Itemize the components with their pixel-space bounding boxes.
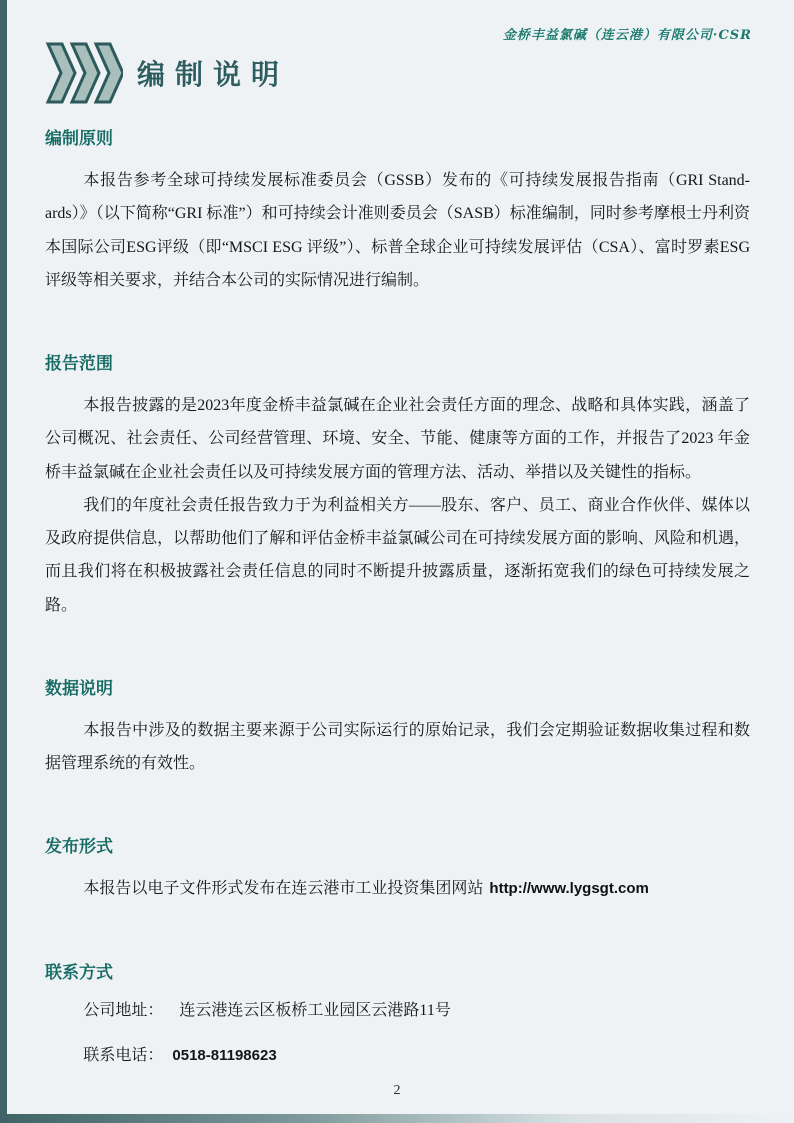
section-paragraph: 本报告中涉及的数据主要来源于公司实际运行的原始记录，我们会定期验证数据收集过程和数据管理系统的有效性。 (45, 721, 750, 773)
section-contact-info (45, 958, 750, 1069)
left-edge-strip (0, 0, 7, 1123)
page-number: 2 (393, 1083, 401, 1098)
section-heading: 联系方式 (45, 962, 113, 982)
section-report-scope (45, 349, 750, 622)
page-title: 编制说明 (137, 59, 290, 90)
section-heading: 发布形式 (45, 837, 113, 857)
section-paragraph: 我们的年度社会责任报告致力于为利益相关方——股东、客户、员工、商业合作伙伴、媒体以及政府提供信息，以帮助他们了解和评估金桥丰益氯碱公司在可持续发展方面的影响、风险和机遇，而且我们将在积极披露社会责任信息的同时不断提升披露质量，逐渐拓宽我们的绿色可持续发展之路。 (45, 496, 750, 614)
contact-phone-row (45, 1043, 750, 1069)
section-heading: 报告范围 (45, 354, 113, 374)
section-paragraph: 本报告披露的是2023年度金桥丰益氯碱在企业社会责任方面的理念、战略和具体实践，涵盖了公司概况、社会责任、公司经营管理、环境、安全、节能、健康等方面的工作，并报告了2023 年金桥丰益氯碱在企业社会责任以及可持续发展方面的管理方法、活动、举措以及关键性的指标。 (45, 397, 750, 481)
website-link[interactable]: http://www.lygsgt.com (489, 880, 649, 898)
address-label: 公司地址： (83, 1001, 164, 1019)
header-company-name: 金桥丰益氯碱（连云港）有限公司·CSR (502, 28, 752, 43)
section-paragraph (45, 872, 750, 905)
address-value: 连云港连云区板桥工业园区云港路11号 (179, 1001, 451, 1019)
triple-chevron-icon (45, 42, 123, 104)
page-title-row (45, 42, 289, 104)
footer-gradient-bar (0, 1114, 794, 1123)
phone-value: 0518-81198623 (172, 1047, 277, 1065)
section-paragraph: 本报告参考全球可持续发展标准委员会（GSSB）发布的《可持续发展报告指南（GRI Stand-ards）》（以下简称“GRI 标准”）和可持续会计准则委员会（SASB）标准编制，同时参考摩根士丹利资本国际公司ESG评级（即“MSCI ESG 评级”）、标普全球企业可持续发展评估（CSA）、富时罗素ESG评级等相关要求，并结合本公司的实际情况进行编制。 (45, 172, 750, 289)
section-heading: 编制原则 (45, 129, 113, 148)
publication-text: 本报告以电子文件形式发布在连云港市工业投资集团网站 (83, 880, 484, 898)
contact-address-row (45, 998, 750, 1024)
section-data-notes (45, 674, 750, 781)
phone-label: 联系电话： (83, 1047, 164, 1065)
section-compilation-principles (45, 124, 750, 297)
page-content (45, 124, 750, 1089)
section-publication-form (45, 832, 750, 905)
section-heading: 数据说明 (45, 678, 113, 698)
